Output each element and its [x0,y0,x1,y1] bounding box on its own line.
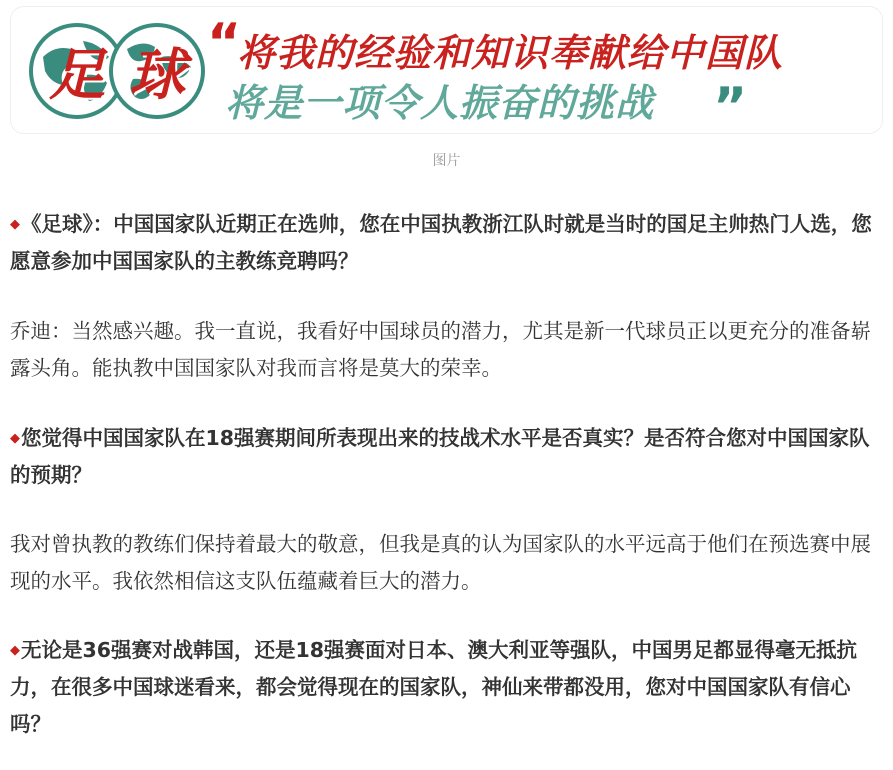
banner-slogan-line-2: 将是一项令人振奋的挑战 [225,81,655,125]
answer-text-2: 我对曾执教的教练们保持着最大的敬意，但我是真的认为国家队的水平远高于他们在预选赛中展现的水平。我依然相信这支队伍蕴藏着巨大的潜力。 [10,532,871,593]
question-text-3: 无论是36强赛对战韩国，还是18强赛面对日本、澳大利亚等强队，中国男足都显得毫无抵抗力，在很多中国球迷看来，都会觉得现在的国家队，神仙来带都没用，您对中国国家队有信心吗？ [10,638,858,736]
diamond-bullet-icon: ◆ [10,643,20,658]
answer-paragraph-2 [10,526,886,600]
diamond-bullet-icon: ◆ [10,217,20,232]
answer-paragraph-1 [10,313,886,387]
answer-text-1: 乔迪：当然感兴趣。我一直说，我看好中国球员的潜力，尤其是新一代球员正以更充分的准备崭露头角。能执教中国国家队对我而言将是莫大的荣幸。 [10,319,871,380]
question-paragraph-2 [10,420,886,494]
banner-slogan-line-1: 将我的经验和知识奉献给中国队 [237,31,784,75]
question-text-1: 《足球》：中国国家队近期正在选帅，您在中国执教浙江队时就是当时的国足主帅热门人选，您愿意参加中国国家队的主教练竞聘吗？ [10,212,872,273]
logo-char-zu: 足 [49,42,105,108]
question-paragraph-3 [10,632,886,743]
question-paragraph-1 [10,206,886,280]
image-caption: 图片 [432,153,461,169]
diamond-bullet-icon: ◆ [10,431,20,446]
football-logo-globe-2 [109,23,205,119]
close-quote-mark: ” [713,77,748,134]
open-quote-mark: “ [207,13,242,73]
question-text-2: 您觉得中国国家队在18强赛期间所表现出来的技战术水平是否真实？是否符合您对中国国家队的预期？ [10,426,870,487]
header-banner-image [10,6,883,134]
logo-char-qiu: 球 [129,42,185,108]
